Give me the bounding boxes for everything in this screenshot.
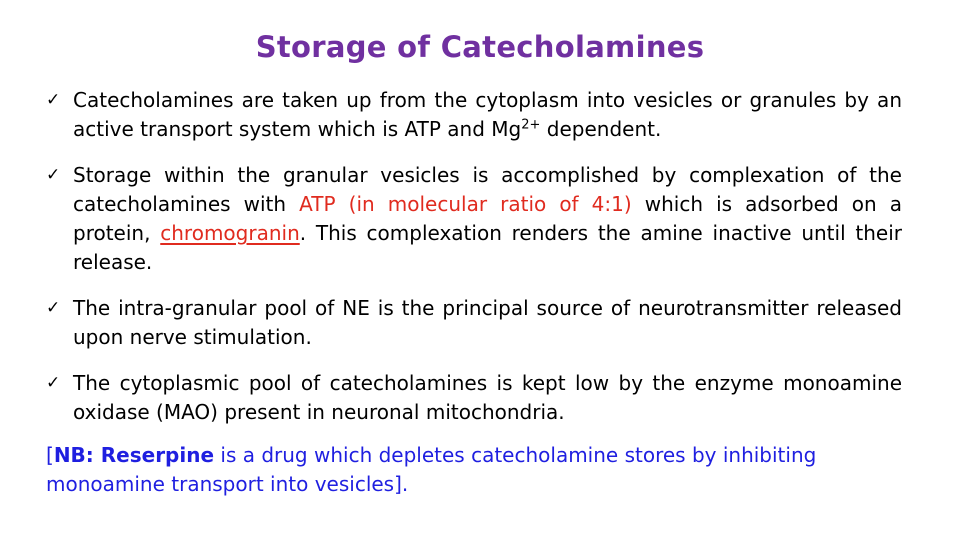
chromogranin-term: chromogranin — [160, 221, 300, 245]
bullet-item-4 — [46, 369, 902, 427]
bullet-item-2 — [46, 161, 902, 277]
slide-title: Storage of Catecholamines — [255, 30, 705, 64]
checkmark-icon: ✓ — [46, 90, 61, 110]
bullet-text: The intra-granular pool of NE is the principal source of neurotransmitter released upon nerve stimulation. — [73, 296, 902, 349]
bullet-text: Catecholamines are taken up from the cytoplasm into vesicles or granules by an active transport system which is ATP and Mg — [73, 88, 902, 141]
bullet-text: which is adsorbed on a protein, — [73, 192, 902, 245]
note-text: is a drug which depletes catecholamine stores by inhibiting monoamine transport into vesicles]. — [46, 443, 817, 496]
bullet-text: Storage within the granular vesicles is accomplished by complexation of the catecholamines with — [73, 163, 902, 216]
bullet-text: dependent. — [540, 117, 662, 141]
superscript: 2+ — [521, 117, 541, 133]
reserpine-note: [NB: Reserpine is a drug which depletes catecholamine stores by inhibiting monoamine transport into vesicles]. — [46, 443, 817, 496]
checkmark-icon: ✓ — [46, 165, 61, 185]
checkmark-icon: ✓ — [46, 298, 61, 318]
note-label: NB: Reserpine — [53, 443, 215, 467]
bullet-item-1 — [46, 86, 902, 144]
bullet-item-3 — [46, 294, 902, 352]
bullet-text: The cytoplasmic pool of catecholamines is kept low by the enzyme monoamine oxidase (MAO) present in neuronal mitochondria. — [73, 371, 902, 424]
checkmark-icon: ✓ — [46, 373, 61, 393]
bullet-list — [46, 86, 902, 444]
highlight-text: ATP (in molecular ratio of 4:1) — [299, 192, 632, 216]
bullet-text: . This complexation renders the amine inactive until their release. — [73, 221, 903, 274]
